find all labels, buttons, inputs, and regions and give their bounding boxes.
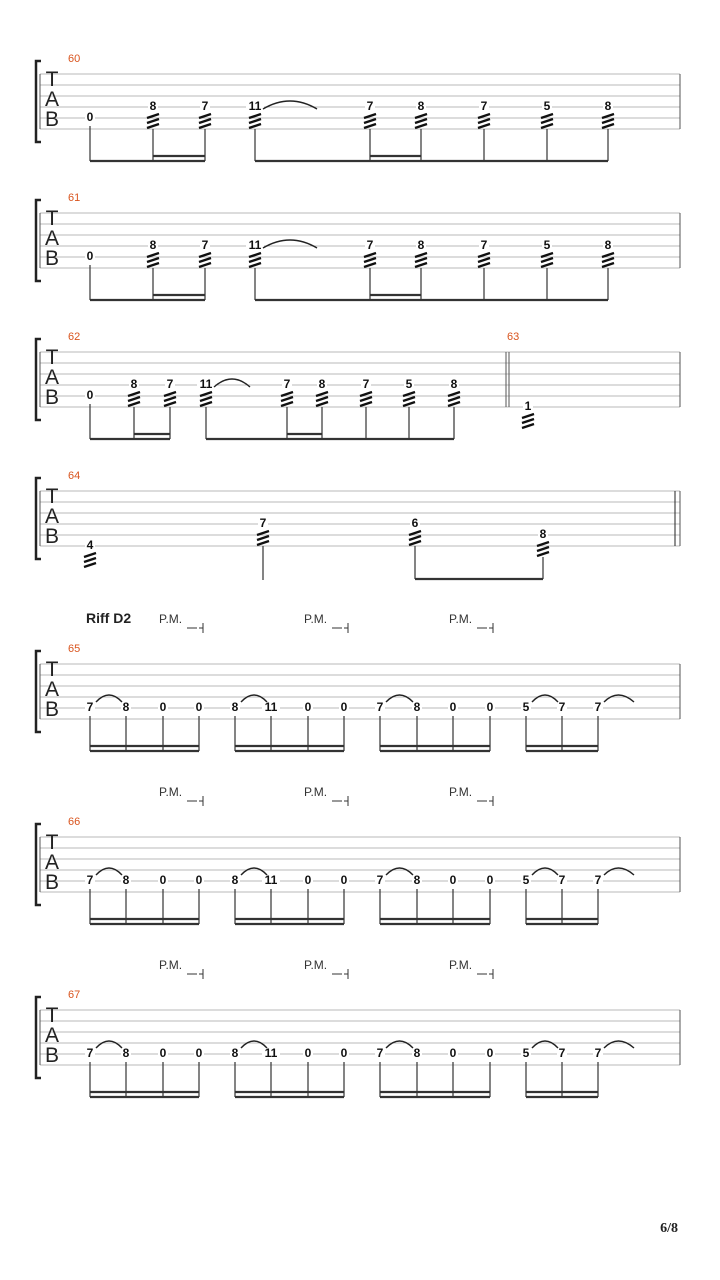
slur-arc: [532, 695, 558, 702]
tremolo-slash: [364, 253, 376, 257]
tremolo-slash: [537, 552, 549, 556]
tremolo-slash: [249, 124, 261, 128]
fret-number: 8: [539, 527, 547, 541]
fret-number: 11: [264, 700, 278, 714]
fret-number: 0: [486, 873, 494, 887]
tab-clef-letter: T: [45, 68, 59, 91]
slur-arc: [604, 1041, 634, 1048]
tab-system: [36, 331, 680, 439]
fret-number: 0: [304, 700, 312, 714]
tremolo-slash: [409, 541, 421, 545]
tremolo-slash: [522, 419, 534, 423]
fret-number: 0: [449, 1046, 457, 1060]
tie-arc: [263, 101, 317, 109]
tremolo-slash: [249, 263, 261, 267]
fret-number: 8: [231, 1046, 239, 1060]
tremolo-slash: [147, 119, 159, 123]
slur-arc: [386, 868, 413, 875]
palm-mute-label: P.M.: [449, 958, 473, 972]
tremolo-slash: [415, 124, 427, 128]
tab-clef-letter: T: [45, 658, 59, 681]
fret-number: 8: [450, 377, 458, 391]
palm-mute-label: P.M.: [159, 785, 183, 799]
tremolo-slash: [199, 119, 211, 123]
fret-number: 8: [122, 873, 130, 887]
palm-mute-label: P.M.: [159, 958, 183, 972]
tab-system: [36, 610, 680, 751]
tremolo-slash: [478, 258, 490, 262]
fret-number: 8: [130, 377, 138, 391]
tremolo-slash: [84, 553, 96, 557]
tremolo-slash: [403, 392, 415, 396]
tab-clef-letter: A: [44, 505, 60, 528]
tremolo-slash: [147, 253, 159, 257]
slur-arc: [532, 868, 558, 875]
tremolo-slash: [541, 114, 553, 118]
fret-number: 5: [522, 1046, 530, 1060]
tremolo-slash: [478, 263, 490, 267]
fret-number: 0: [195, 700, 203, 714]
tremolo-slash: [128, 392, 140, 396]
fret-number: 0: [340, 873, 348, 887]
fret-number: 5: [522, 873, 530, 887]
tremolo-slash: [200, 402, 212, 406]
palm-mute-label: P.M.: [449, 612, 473, 626]
fret-number: 0: [159, 700, 167, 714]
tab-clef-letter: B: [44, 247, 60, 270]
tie-arc: [263, 240, 317, 248]
fret-number: 11: [264, 873, 278, 887]
tremolo-slash: [316, 402, 328, 406]
fret-number: 0: [195, 1046, 203, 1060]
slur-arc: [604, 695, 634, 702]
tremolo-slash: [249, 119, 261, 123]
fret-number: 7: [594, 700, 602, 714]
fret-number: 7: [558, 873, 566, 887]
tremolo-slash: [602, 253, 614, 257]
tremolo-slash: [360, 402, 372, 406]
fret-number: 8: [318, 377, 326, 391]
slur-arc: [96, 695, 122, 702]
slur-arc: [532, 1041, 558, 1048]
fret-number: 5: [543, 238, 551, 252]
tab-clef-letter: A: [44, 366, 60, 389]
fret-number: 0: [159, 873, 167, 887]
tremolo-slash: [147, 114, 159, 118]
tremolo-slash: [541, 119, 553, 123]
tremolo-slash: [164, 402, 176, 406]
fret-number: 5: [405, 377, 413, 391]
fret-number: 0: [159, 1046, 167, 1060]
fret-number: 7: [480, 99, 488, 113]
tremolo-slash: [199, 114, 211, 118]
fret-number: 7: [558, 700, 566, 714]
tremolo-slash: [448, 402, 460, 406]
slur-arc: [604, 868, 634, 875]
tremolo-slash: [415, 258, 427, 262]
tremolo-slash: [200, 397, 212, 401]
palm-mute-label: P.M.: [304, 958, 328, 972]
tremolo-slash: [403, 402, 415, 406]
fret-number: 0: [486, 700, 494, 714]
tremolo-slash: [360, 392, 372, 396]
fret-number: 8: [122, 1046, 130, 1060]
tab-clef-letter: B: [44, 108, 60, 131]
fret-number: 4: [86, 538, 94, 552]
tremolo-slash: [478, 124, 490, 128]
tremolo-slash: [409, 531, 421, 535]
slur-arc: [96, 868, 122, 875]
measure-number: 62: [68, 331, 81, 343]
fret-number: 7: [480, 238, 488, 252]
fret-number: 11: [248, 238, 262, 252]
fret-number: 0: [449, 873, 457, 887]
tremolo-slash: [199, 124, 211, 128]
palm-mute-label: P.M.: [304, 612, 328, 626]
tremolo-slash: [164, 392, 176, 396]
tremolo-slash: [199, 258, 211, 262]
tremolo-slash: [415, 119, 427, 123]
tremolo-slash: [249, 253, 261, 257]
tremolo-slash: [415, 114, 427, 118]
tab-system: [36, 470, 680, 580]
tremolo-slash: [522, 424, 534, 428]
tremolo-slash: [364, 258, 376, 262]
fret-number: 6: [411, 516, 419, 530]
fret-number: 0: [304, 873, 312, 887]
fret-number: 8: [604, 99, 612, 113]
tab-clef-letter: A: [44, 851, 60, 874]
tab-clef-letter: B: [44, 698, 60, 721]
slur-arc: [386, 1041, 413, 1048]
tremolo-slash: [128, 402, 140, 406]
tremolo-slash: [249, 114, 261, 118]
palm-mute-label: P.M.: [304, 785, 328, 799]
tremolo-slash: [281, 392, 293, 396]
tremolo-slash: [409, 536, 421, 540]
fret-number: 0: [304, 1046, 312, 1060]
fret-number: 11: [248, 99, 262, 113]
fret-number: 0: [86, 110, 94, 124]
tremolo-slash: [602, 114, 614, 118]
tab-clef-letter: T: [45, 1004, 59, 1027]
fret-number: 8: [122, 700, 130, 714]
fret-number: 5: [543, 99, 551, 113]
tremolo-slash: [478, 253, 490, 257]
tremolo-slash: [249, 258, 261, 262]
tab-clef-letter: T: [45, 346, 59, 369]
tremolo-slash: [541, 124, 553, 128]
fret-number: 7: [594, 1046, 602, 1060]
tremolo-slash: [602, 124, 614, 128]
fret-number: 0: [86, 388, 94, 402]
tremolo-slash: [602, 258, 614, 262]
measure-number: 61: [68, 192, 81, 204]
tab-system: [36, 53, 680, 161]
tab-system: [36, 192, 680, 300]
fret-number: 8: [231, 873, 239, 887]
tremolo-slash: [281, 397, 293, 401]
fret-number: 8: [604, 238, 612, 252]
tremolo-slash: [147, 124, 159, 128]
tab-system: [36, 958, 680, 1097]
tremolo-slash: [84, 563, 96, 567]
tab-clef-letter: A: [44, 227, 60, 250]
fret-number: 8: [413, 1046, 421, 1060]
fret-number: 8: [413, 873, 421, 887]
fret-number: 8: [149, 238, 157, 252]
tremolo-slash: [147, 258, 159, 262]
fret-number: 1: [524, 399, 532, 413]
page-number: 6/8: [660, 1221, 678, 1236]
tremolo-slash: [257, 531, 269, 535]
tremolo-slash: [128, 397, 140, 401]
fret-number: 7: [376, 873, 384, 887]
tab-clef-letter: T: [45, 207, 59, 230]
tremolo-slash: [257, 541, 269, 545]
slur-arc: [96, 1041, 122, 1048]
fret-number: 7: [201, 99, 209, 113]
tremolo-slash: [257, 536, 269, 540]
tremolo-slash: [316, 397, 328, 401]
fret-number: 11: [199, 377, 213, 391]
tremolo-slash: [364, 119, 376, 123]
measure-number: 66: [68, 816, 81, 828]
tremolo-slash: [199, 253, 211, 257]
tremolo-slash: [281, 402, 293, 406]
tremolo-slash: [541, 263, 553, 267]
fret-number: 0: [195, 873, 203, 887]
fret-number: 7: [259, 516, 267, 530]
fret-number: 0: [486, 1046, 494, 1060]
fret-number: 8: [149, 99, 157, 113]
fret-number: 8: [417, 238, 425, 252]
section-label: Riff D2: [86, 610, 132, 626]
fret-number: 8: [413, 700, 421, 714]
tremolo-slash: [602, 263, 614, 267]
tremolo-slash: [84, 558, 96, 562]
tremolo-slash: [403, 397, 415, 401]
tremolo-slash: [360, 397, 372, 401]
measure-number: 67: [68, 989, 81, 1001]
slur-arc: [386, 695, 413, 702]
tie-arc: [214, 379, 250, 387]
tremolo-slash: [478, 119, 490, 123]
fret-number: 7: [558, 1046, 566, 1060]
tremolo-slash: [478, 114, 490, 118]
fret-number: 0: [449, 700, 457, 714]
fret-number: 7: [376, 1046, 384, 1060]
tremolo-slash: [415, 263, 427, 267]
tremolo-slash: [448, 392, 460, 396]
tremolo-slash: [522, 414, 534, 418]
tab-clef-letter: T: [45, 831, 59, 854]
tremolo-slash: [364, 124, 376, 128]
fret-number: 0: [340, 1046, 348, 1060]
fret-number: 7: [366, 99, 374, 113]
fret-number: 7: [362, 377, 370, 391]
tremolo-slash: [199, 263, 211, 267]
fret-number: 7: [283, 377, 291, 391]
fret-number: 7: [594, 873, 602, 887]
tab-clef-letter: B: [44, 386, 60, 409]
tremolo-slash: [541, 258, 553, 262]
tremolo-slash: [316, 392, 328, 396]
fret-number: 7: [166, 377, 174, 391]
fret-number: 7: [86, 1046, 94, 1060]
fret-number: 7: [86, 700, 94, 714]
tremolo-slash: [164, 397, 176, 401]
tremolo-slash: [147, 263, 159, 267]
measure-number: 63: [507, 331, 520, 343]
palm-mute-label: P.M.: [159, 612, 183, 626]
tremolo-slash: [541, 253, 553, 257]
tab-clef-letter: T: [45, 485, 59, 508]
tremolo-slash: [537, 547, 549, 551]
tab-clef-letter: A: [44, 678, 60, 701]
tremolo-slash: [200, 392, 212, 396]
fret-number: 7: [201, 238, 209, 252]
tremolo-slash: [364, 114, 376, 118]
tremolo-slash: [602, 119, 614, 123]
tremolo-slash: [537, 542, 549, 546]
tremolo-slash: [415, 253, 427, 257]
fret-number: 8: [417, 99, 425, 113]
tab-clef-letter: B: [44, 1044, 60, 1067]
fret-number: 0: [86, 249, 94, 263]
measure-number: 60: [68, 53, 81, 65]
measure-number: 65: [68, 643, 81, 655]
fret-number: 7: [376, 700, 384, 714]
fret-number: 8: [231, 700, 239, 714]
tab-clef-letter: A: [44, 1024, 60, 1047]
tab-clef-letter: A: [44, 88, 60, 111]
fret-number: 7: [86, 873, 94, 887]
fret-number: 7: [366, 238, 374, 252]
fret-number: 0: [340, 700, 348, 714]
palm-mute-label: P.M.: [449, 785, 473, 799]
measure-number: 64: [68, 470, 81, 482]
fret-number: 11: [264, 1046, 278, 1060]
fret-number: 5: [522, 700, 530, 714]
tab-clef-letter: B: [44, 871, 60, 894]
tab-system: [36, 785, 680, 924]
tremolo-slash: [448, 397, 460, 401]
tremolo-slash: [364, 263, 376, 267]
tab-clef-letter: B: [44, 525, 60, 548]
